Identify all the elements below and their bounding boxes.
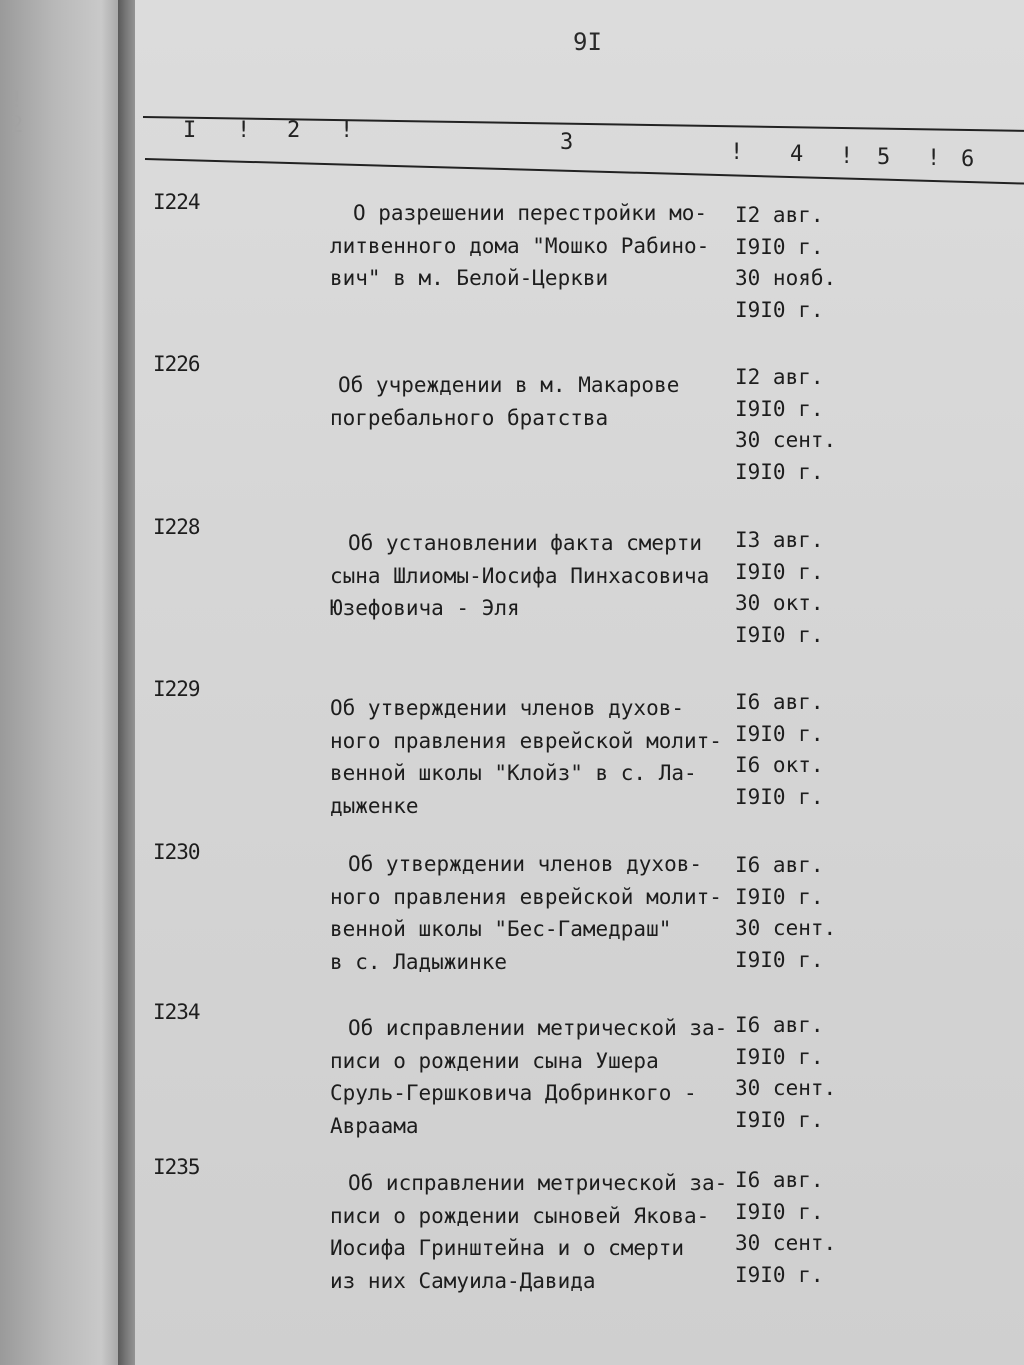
header-sep-4: ! xyxy=(840,144,854,169)
entry-date-line: I9I0 г. xyxy=(735,297,824,322)
register-entry xyxy=(135,1155,1024,1305)
entry-date-line: I6 авг. xyxy=(735,853,824,877)
header-col-1: I xyxy=(183,118,197,143)
entry-dates xyxy=(735,1010,865,1136)
entry-title-line: Об исправлении метрической за- xyxy=(348,1016,728,1040)
left-page-marks: ! 2 xyxy=(10,88,64,138)
entry-title xyxy=(330,1167,748,1297)
entry-date-line: 30 сент. xyxy=(735,1231,837,1255)
entry-number: I226 xyxy=(153,352,200,376)
entry-dates xyxy=(735,362,865,488)
entry-dates xyxy=(735,850,865,976)
register-entry xyxy=(135,1000,1024,1150)
entry-date-line: I9I0 г. xyxy=(735,784,824,809)
header-rule-top xyxy=(143,116,1024,132)
entry-dates xyxy=(735,1165,865,1291)
entry-title-line: О разрешении перестройки мо- xyxy=(353,201,708,225)
left-page-edge xyxy=(0,0,135,1365)
entry-date-line: I6 авг. xyxy=(735,690,824,714)
register-entry xyxy=(135,515,1024,665)
entry-date-line: 30 окт. xyxy=(735,591,824,615)
entry-date-line: 30 сент. xyxy=(735,1076,837,1100)
entry-title-line: Сруль-Гершковича Добринкого - xyxy=(330,1081,697,1105)
entry-title-line: в с. Ладыжинке xyxy=(330,949,508,974)
entry-title-line: вич" в м. Белой-Церкви xyxy=(330,266,609,290)
entry-date-line: 30 сент. xyxy=(735,428,837,452)
entry-title xyxy=(330,369,738,434)
register-entry xyxy=(135,352,1024,502)
entry-date-line: I9I0 г. xyxy=(735,1107,824,1132)
entry-date-line: I9I0 г. xyxy=(735,947,824,972)
entry-title-line: ного правления еврейской молит- xyxy=(330,884,722,909)
entry-date-line: I9I0 г. xyxy=(735,1262,824,1287)
entry-date-line: I9I0 г. xyxy=(735,396,824,421)
entry-date-line: I9I0 г. xyxy=(735,1199,824,1224)
entry-dates xyxy=(735,525,865,651)
header-sep-2: ! xyxy=(340,118,354,143)
entry-title xyxy=(330,692,730,822)
entry-title-line: писи о рождении сыновей Якова- xyxy=(330,1203,710,1228)
header-col-2: 2 xyxy=(287,118,301,143)
entry-title-line: сына Шлиомы-Иосифа Пинхасовича xyxy=(330,563,710,588)
entry-date-line: I6 авг. xyxy=(735,1168,824,1192)
entry-date-line: 30 сент. xyxy=(735,916,837,940)
entry-title-line: Иосифа Гринштейна и о смерти xyxy=(330,1236,685,1260)
entry-number: I228 xyxy=(153,515,200,539)
entry-title xyxy=(330,197,753,295)
entry-date-line: I9I0 г. xyxy=(735,1044,824,1069)
entry-date-line: I2 авг. xyxy=(735,203,824,227)
header-sep-1: ! xyxy=(237,118,251,143)
header-rule-bottom xyxy=(145,158,1024,185)
entry-title-line: Об учреждении в м. Макарове xyxy=(338,373,680,397)
entry-title xyxy=(330,848,748,978)
entry-title-line: Об исправлении метрической за- xyxy=(348,1171,728,1195)
entry-title xyxy=(330,527,748,625)
register-entry xyxy=(135,840,1024,990)
header-col-6: 6 xyxy=(961,147,975,172)
entry-title-line: из них Самуила-Давида xyxy=(330,1268,596,1293)
entry-title-line: венной школы "Бес-Гамедраш" xyxy=(330,917,672,941)
entry-title-line: венной школы "Клойз" в с. Ла- xyxy=(330,761,697,785)
entry-date-line: I6 авг. xyxy=(735,1013,824,1037)
entry-title-line: Об утверждении членов духов- xyxy=(330,696,685,720)
entry-title-line: литвенного дома "Мошко Рабино- xyxy=(330,233,710,258)
entry-title-line: дыженке xyxy=(330,793,419,818)
entry-date-line: I9I0 г. xyxy=(735,622,824,647)
entry-date-line: I9I0 г. xyxy=(735,234,824,259)
page-number: 9I xyxy=(573,28,602,56)
entry-date-line: I3 авг. xyxy=(735,528,824,552)
entry-title-line: ного правления еврейской молит- xyxy=(330,728,722,753)
entry-title-line: погребального братства xyxy=(330,405,609,430)
entry-title-line: Об утверждении членов духов- xyxy=(348,852,703,876)
header-col-3: 3 xyxy=(560,130,574,155)
archive-page xyxy=(135,0,1024,1365)
entry-title xyxy=(330,1012,748,1142)
register-entry xyxy=(135,677,1024,827)
entry-date-line: 30 нояб. xyxy=(735,266,837,290)
entry-date-line: I9I0 г. xyxy=(735,559,824,584)
entry-number: I229 xyxy=(153,677,200,701)
entry-date-line: I9I0 г. xyxy=(735,459,824,484)
header-col-5: 5 xyxy=(877,145,891,170)
entry-number: I224 xyxy=(153,190,200,214)
entry-date-line: I6 окт. xyxy=(735,753,824,777)
entry-title-line: Авраама xyxy=(330,1113,419,1138)
entry-title-line: Юзефовича - Эля xyxy=(330,596,520,620)
header-col-4: 4 xyxy=(790,142,804,167)
entry-date-line: I2 авг. xyxy=(735,365,824,389)
entry-title-line: писи о рождении сына Ушера xyxy=(330,1048,659,1073)
entry-dates xyxy=(735,687,865,813)
entry-title-line: Об установлении факта смерти xyxy=(348,531,703,555)
entry-date-line: I9I0 г. xyxy=(735,721,824,746)
register-entry xyxy=(135,190,1024,340)
entry-number: I234 xyxy=(153,1000,200,1024)
entry-dates xyxy=(735,200,865,326)
header-sep-3: ! xyxy=(730,140,744,165)
entry-date-line: I9I0 г. xyxy=(735,884,824,909)
header-sep-5: ! xyxy=(927,146,941,171)
entry-number: I230 xyxy=(153,840,200,864)
entry-number: I235 xyxy=(153,1155,200,1179)
